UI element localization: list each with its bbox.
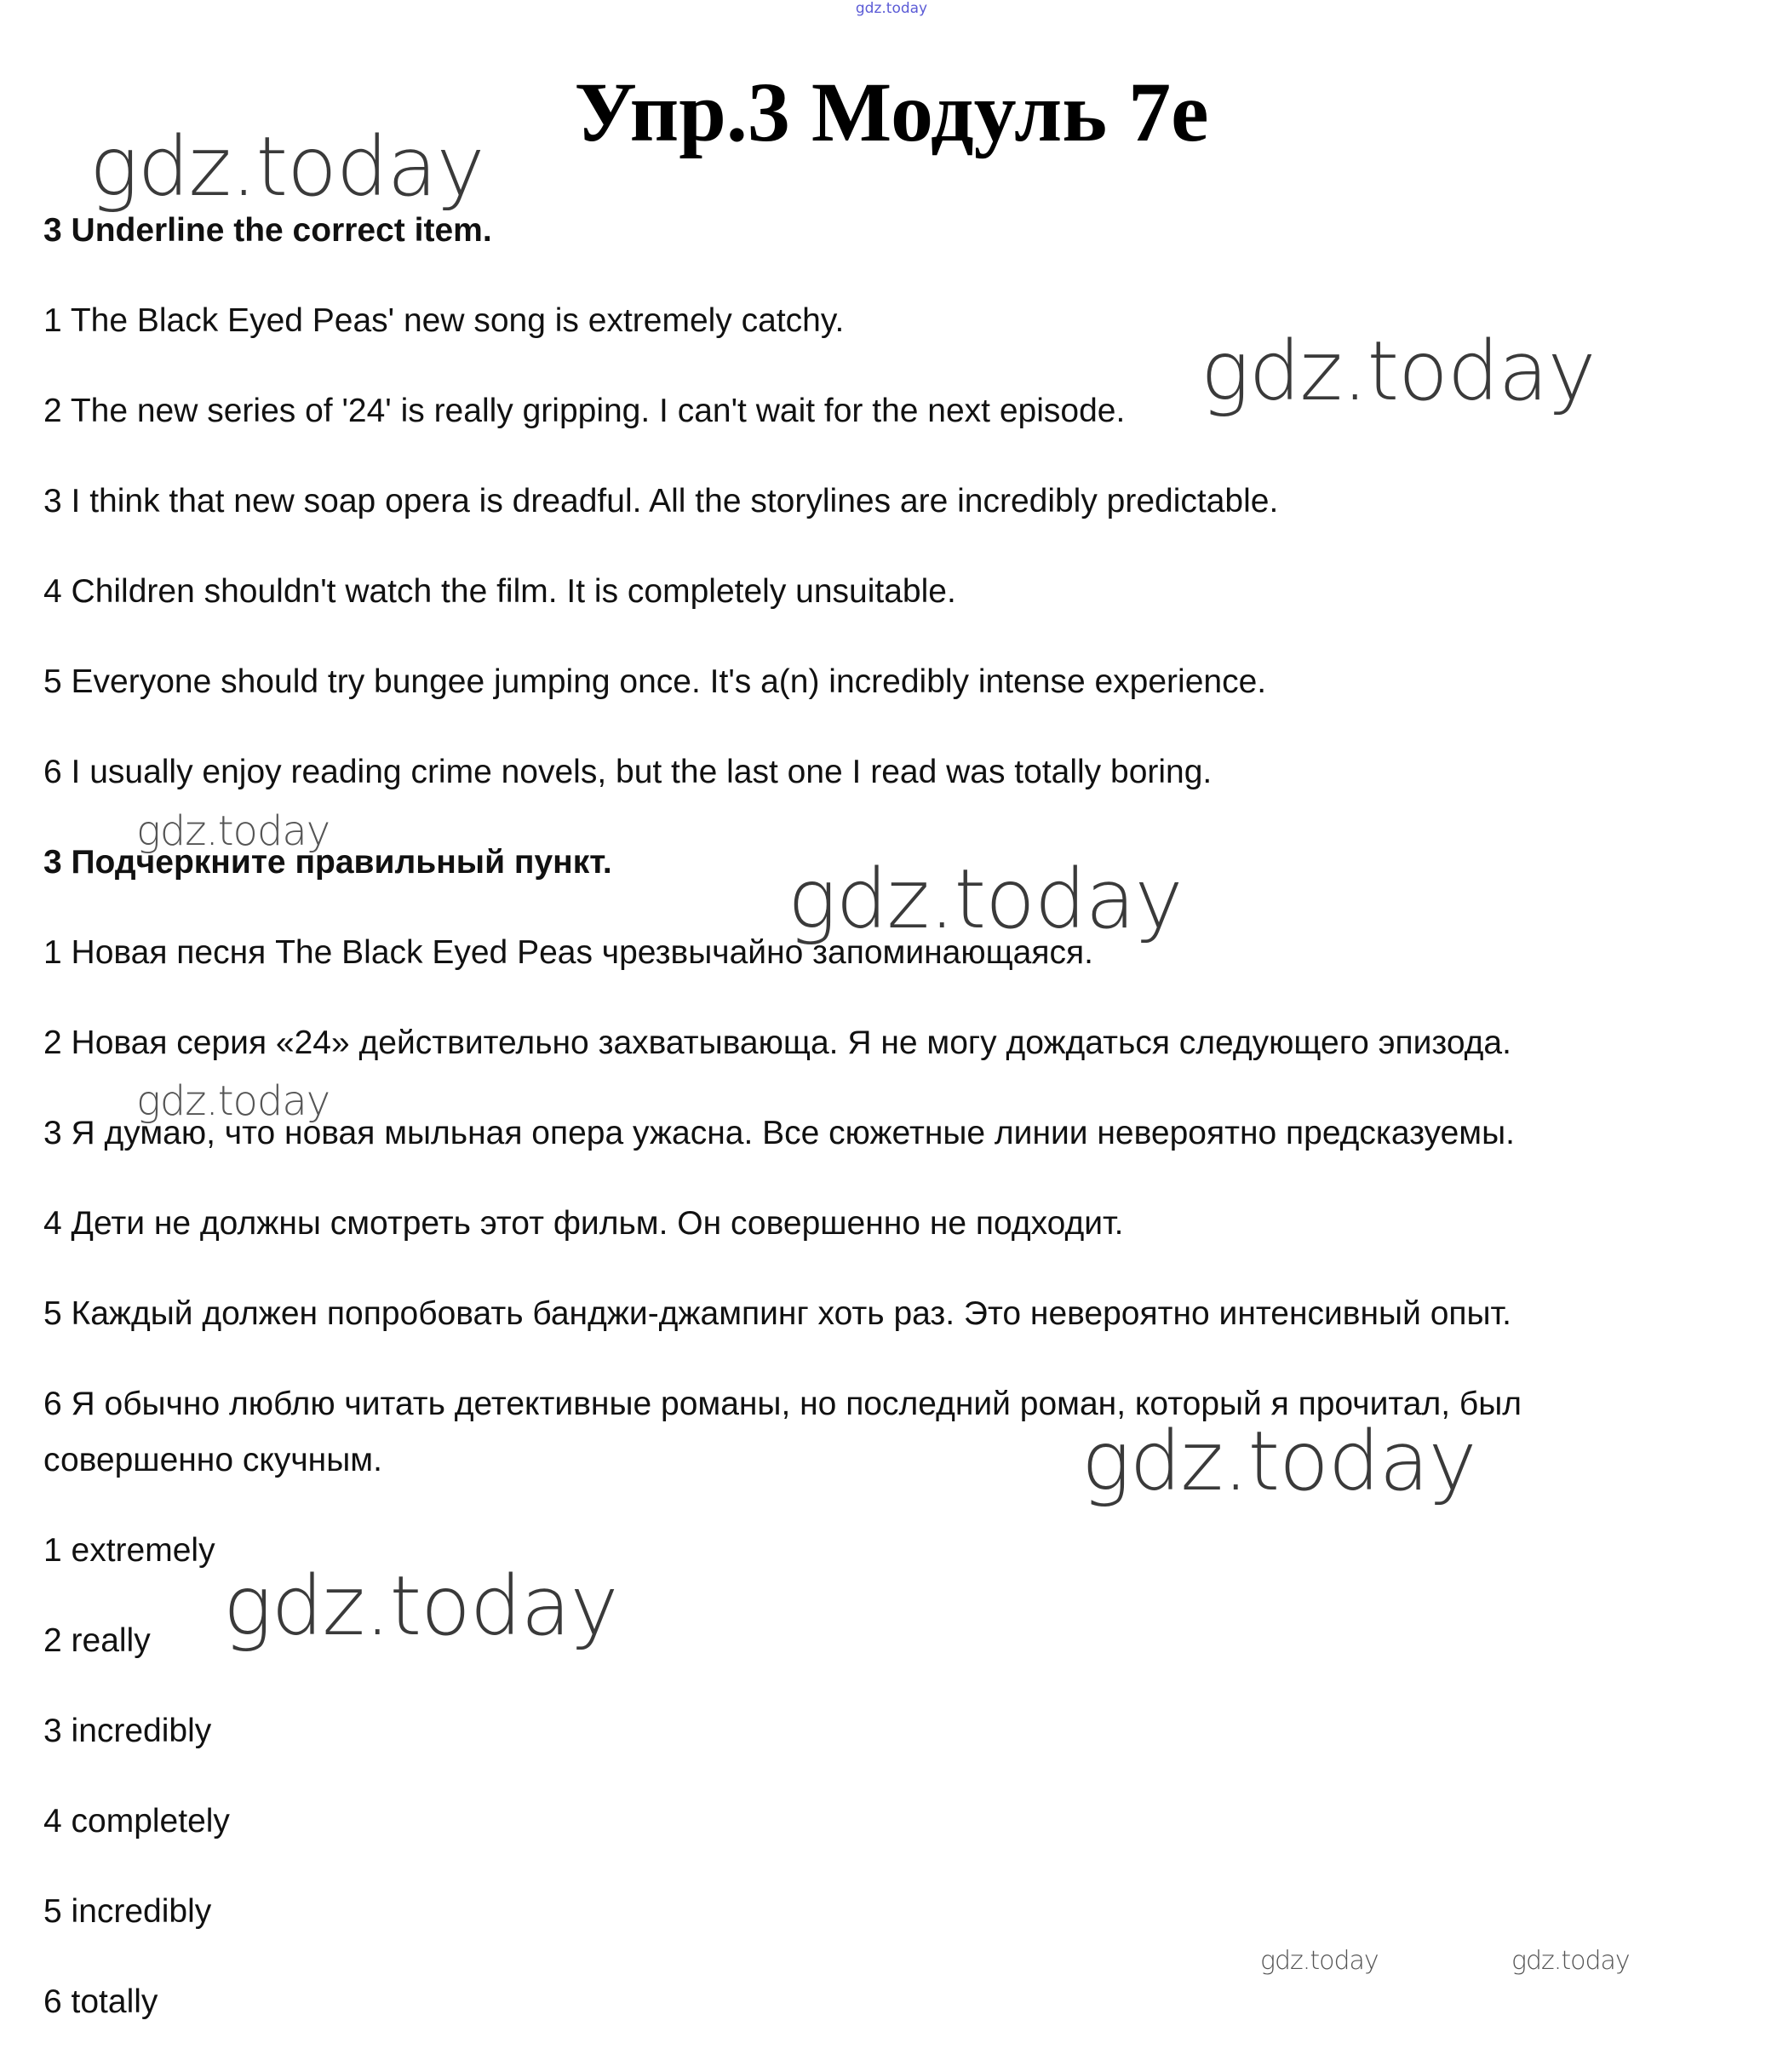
watermark: gdz.today — [1081, 1414, 1476, 1509]
watermark: gdz.today — [1260, 1946, 1379, 1976]
answer-1: 1 extremely — [43, 1532, 215, 1569]
russian-item-2: 2 Новая серия «24» действительно захватывающа. Я не могу дождаться следующего эпизода. — [43, 1025, 1511, 1061]
russian-item-4: 4 Дети не должны смотреть этот фильм. Он совершенно не подходит. — [43, 1205, 1124, 1242]
russian-item-1: 1 Новая песня The Black Eyed Peas чрезвычайно запоминающаяся. — [43, 934, 1093, 971]
english-item-3: 3 I think that new soap opera is dreadful. All the storylines are incredibly predictable. — [43, 483, 1279, 519]
answer-6: 6 totally — [43, 1983, 158, 2020]
russian-instruction: 3 Подчеркните правильный пункт. — [43, 844, 612, 881]
english-instruction: 3 Underline the correct item. — [43, 212, 492, 249]
page-title: Упр.3 Модуль 7е — [574, 65, 1209, 159]
russian-item-6: 6 Я обычно люблю читать детективные романы, но последний роман, который я прочитал, был совершенно скучным. — [43, 1386, 1522, 1478]
top-watermark: gdz.today — [855, 0, 928, 17]
answer-3: 3 incredibly — [43, 1713, 212, 1749]
english-item-4: 4 Children shouldn't watch the film. It is completely unsuitable. — [43, 573, 956, 610]
english-item-1: 1 The Black Eyed Peas' new song is extremely catchy. — [43, 302, 845, 339]
watermark: gdz.today — [223, 1558, 618, 1654]
watermark: gdz.today — [136, 1077, 330, 1125]
english-item-2: 2 The new series of '24' is really gripping. I can't wait for the next episode. — [43, 393, 1126, 429]
watermark: gdz.today — [1201, 324, 1596, 419]
answer-4: 4 completely — [43, 1803, 230, 1840]
watermark: gdz.today — [89, 119, 484, 215]
russian-item-3: 3 Я думаю, что новая мыльная опера ужасна. Все сюжетные линии невероятно предсказуемы. — [43, 1115, 1515, 1151]
answer-2: 2 really — [43, 1622, 151, 1659]
russian-item-5: 5 Каждый должен попробовать банджи-джампинг хоть раз. Это невероятно интенсивный опыт. — [43, 1295, 1511, 1332]
watermark: gdz.today — [788, 852, 1183, 947]
english-item-5: 5 Everyone should try bungee jumping once. It's a(n) incredibly intense experience. — [43, 663, 1267, 700]
watermark: gdz.today — [1511, 1946, 1630, 1976]
watermark: gdz.today — [136, 807, 330, 855]
answer-5: 5 incredibly — [43, 1893, 212, 1930]
english-item-6: 6 I usually enjoy reading crime novels, but the last one I read was totally boring. — [43, 754, 1213, 790]
